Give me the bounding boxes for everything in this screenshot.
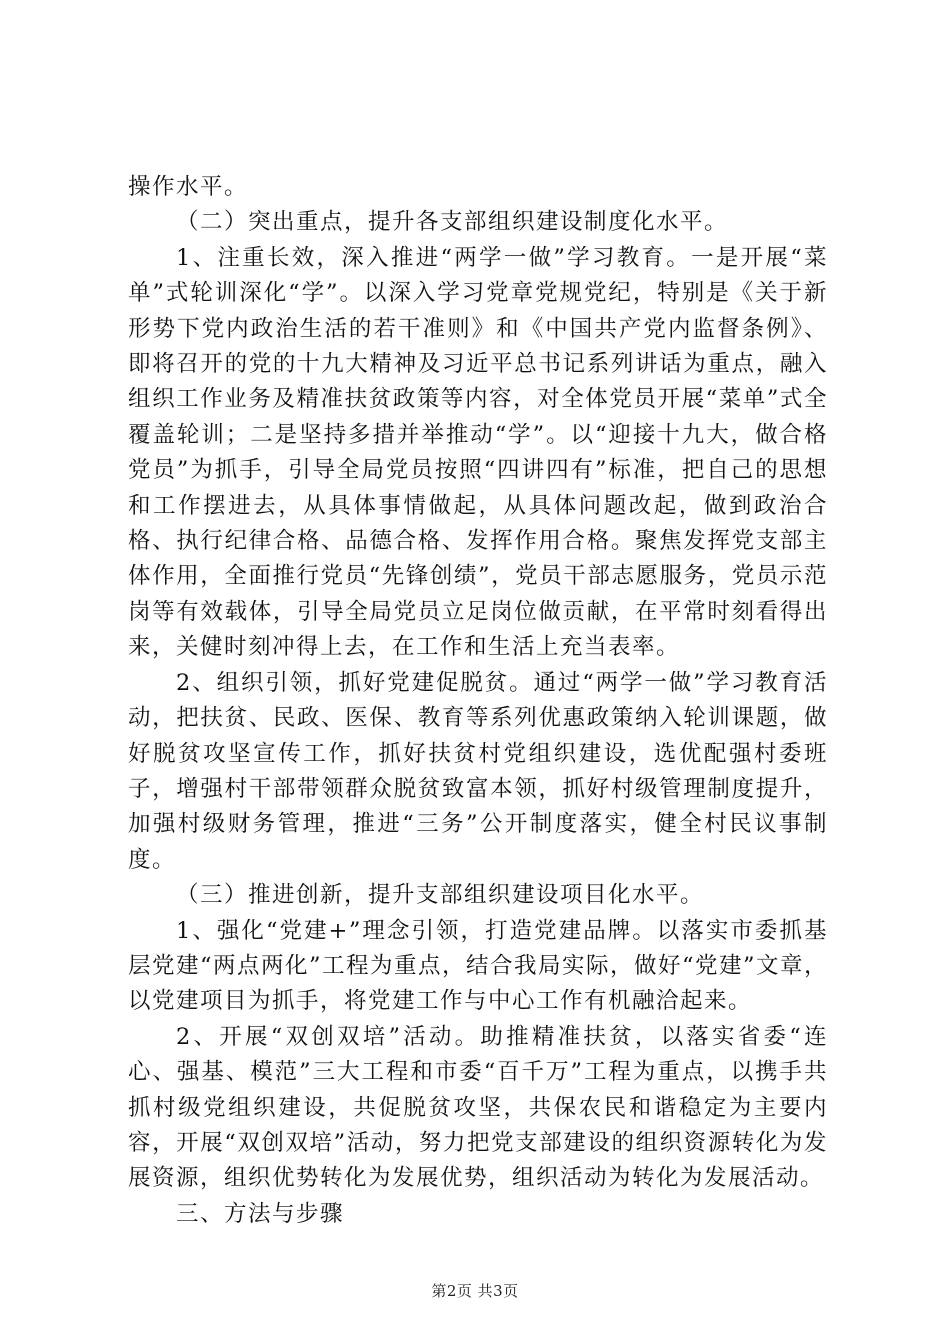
paragraph-item-2-1: 1、注重长效，深入推进“两学一做”学习教育。一是开展“菜单”式轮训深化“学”。以深入学习党章党规党纪，特别是《关于新形势下党内政治生活的若干准则》和《中国共产党内监督条例》、即将召开的党的十九大精神及习近平总书记系列讲话为重点，融入组织工作业务及精准扶贫政策等内容，对全体党员开展“菜单”式全覆盖轮训；二是坚持多措并举推动“学”。以“迎接十九大，做合格党员”为抓手，引导全局党员按照“四讲四有”标准，把自己的思想和工作摆进去，从具体事情做起，从具体问题改起，做到政治合格、执行纪律合格、品德合格、发挥作用合格。聚焦发挥党支部主体作用，全面推行党员“先锋创绩”，党员干部志愿服务，党员示范岗等有效载体，引导全局党员立足岗位做贡献，在平常时刻看得出来，关健时刻冲得上去，在工作和生活上充当表率。 <box>128 244 828 661</box>
paragraph-item-2-2: 2、组织引领，抓好党建促脱贫。通过“两学一做”学习教育活动，把扶贫、民政、医保、教育等系列优惠政策纳入轮训课题，做好脱贫攻坚宣传工作，抓好扶贫村党组织建设，选优配强村委班子，增强村干部带领群众脱贫致富本领，抓好村级管理制度提升，加强村级财务管理，推进“三务”公开制度落实，健全村民议事制度。 <box>128 669 828 873</box>
section-heading-2: （二）突出重点，提升各支部组织建设制度化水平。 <box>176 209 729 236</box>
section-heading-3: （三）推进创新，提升支部组织建设项目化水平。 <box>176 882 705 909</box>
paragraph-item-3-1: 1、强化“党建+”理念引领，打造党建品牌。以落实市委抓基层党建“两点两化”工程为重点，结合我局实际，做好“党建”文章，以党建项目为抓手，将党建工作与中心工作有机融洽起来。 <box>128 917 829 1015</box>
paragraph-item-3-2: 2、开展“双创双培”活动。助推精准扶贫，以落实省委“连心、强基、模范”三大工程和市委“百千万”工程为重点，以携手共抓村级党组织建设，共促脱贫攻坚，共保农民和谐稳定为主要内容，开展“双创双培”活动，努力把党支部建设的组织资源转化为发展资源，组织优势转化为发展优势，组织活动为转化为发展活动。 <box>128 1023 828 1192</box>
paragraph-continuation: 操作水平。 <box>128 174 249 200</box>
page-number-footer: 第2页 共3页 <box>431 1282 519 1300</box>
section-heading-methods: 三、方法与步骤 <box>176 1200 345 1227</box>
document-body <box>128 170 828 1232</box>
